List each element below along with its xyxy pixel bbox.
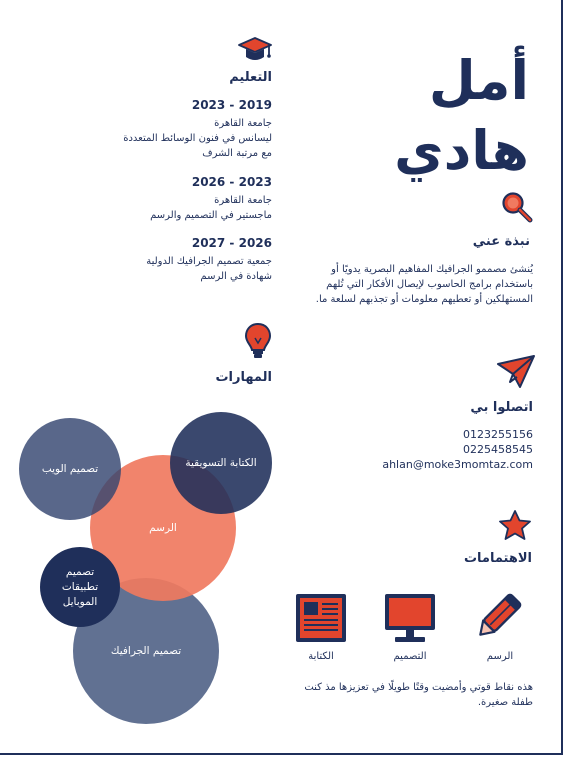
- interests-text: هذه نقاط قوتي وأمضيت وقتًا طويلًا في تعزيزها مذ كنت طفلة صغيرة.: [304, 682, 533, 708]
- education-line: ليسانس في فنون الوسائط المتعددة: [123, 133, 272, 144]
- skill-marketing-writing: [170, 412, 272, 514]
- education-years-3: 2027 - 2026: [191, 236, 272, 250]
- education-line: جامعة القاهرة: [214, 195, 272, 206]
- skill-graphic-design-label: تصميم الجرافيك: [110, 644, 182, 657]
- contact-title: اتصلوا بي: [470, 400, 533, 415]
- magnifier-icon: [500, 190, 534, 224]
- education-line: شهادة في الرسم: [200, 271, 272, 282]
- contact-phone-2: 0225458545: [463, 443, 533, 456]
- monitor-icon: [382, 591, 438, 645]
- education-entry-1: [32, 116, 272, 161]
- interest-drawing-label: الرسم: [486, 651, 514, 662]
- star-icon: [498, 509, 532, 541]
- skill-drawing-label: الرسم: [149, 521, 177, 534]
- contact-email[interactable]: ahlan@moke3momtaz.com: [382, 458, 533, 471]
- skill-web-design: [19, 418, 121, 520]
- interest-writing-label: الكتابة: [308, 651, 334, 662]
- education-line: مع مرتبة الشرف: [202, 148, 272, 159]
- contact-phone-1: 0123255156: [463, 428, 533, 441]
- first-name: أمل: [428, 49, 529, 112]
- pencil-icon: [472, 590, 524, 644]
- lightbulb-icon: [244, 322, 272, 360]
- education-line: جامعة القاهرة: [214, 118, 272, 129]
- education-years-2: 2026 - 2023: [191, 175, 272, 189]
- last-name: هادي: [394, 119, 529, 182]
- education-entry-2: [32, 193, 272, 223]
- newspaper-icon: [293, 591, 349, 645]
- education-title: التعليم: [229, 70, 272, 85]
- skill-web-design-label: تصميم الويب: [41, 462, 99, 475]
- skill-mobile-apps: [40, 547, 120, 627]
- about-title: نبذة عني: [472, 234, 530, 249]
- skill-mobile-apps-label: تصميم تطبيقات الموبايل: [61, 565, 99, 608]
- education-line: ماجستير في التصميم والرسم: [150, 210, 272, 221]
- interest-design-label: التصميم: [393, 651, 427, 662]
- interests-title: الاهتمامات: [463, 551, 532, 566]
- education-years-1: 2023 - 2019: [191, 98, 272, 112]
- paper-plane-icon: [496, 352, 536, 390]
- education-entry-3: [32, 254, 272, 284]
- skill-marketing-writing-label: الكتابة التسويقية: [185, 456, 257, 469]
- about-text: يُنشئ مصممو الجرافيك المفاهيم البصرية يدويًا أو باستخدام برامج الحاسوب لإيصال الأفكار التي تُلهم المستهلكين أو تعطيهم معلومات أو تجذبهم لسلعة ما.: [315, 264, 533, 305]
- skills-title: المهارات: [215, 370, 272, 385]
- graduation-cap-icon: [238, 36, 272, 64]
- education-line: جمعية تصميم الجرافيك الدولية: [146, 256, 272, 267]
